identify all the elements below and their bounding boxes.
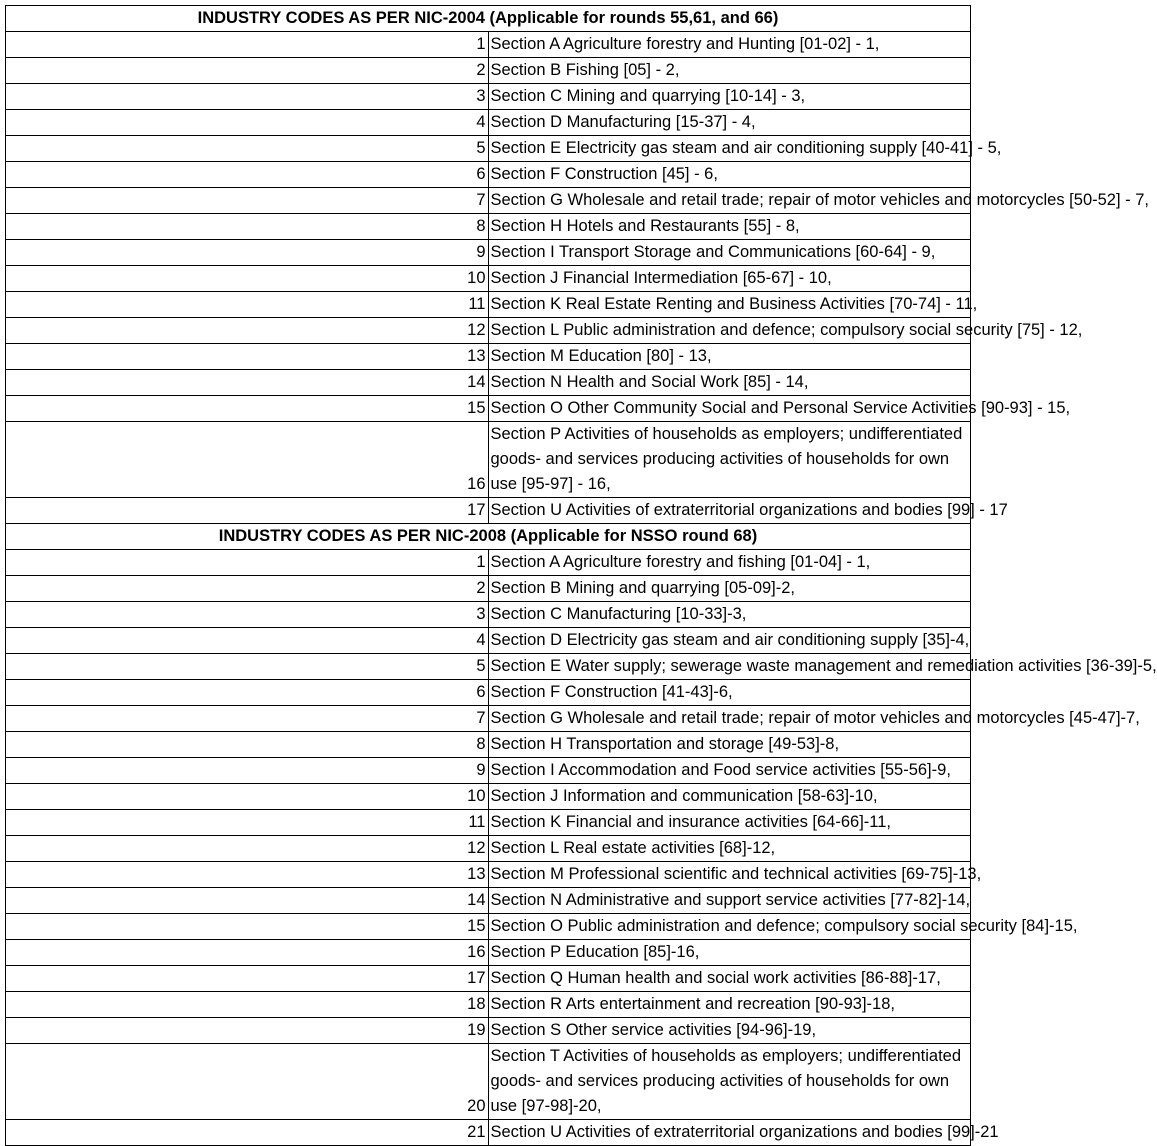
row-number: 6 [6,680,489,706]
row-description: Section T Activities of households as employers; undifferentiated goods- and services producing activities of households for own use [97-98]-20, [488,1044,971,1120]
row-number: 8 [6,732,489,758]
row-description: Section P Education [85]-16, [488,940,971,966]
table-row [6,58,971,84]
row-number: 13 [6,344,489,370]
row-description: Section D Manufacturing [15-37] - 4, [488,110,971,136]
row-description: Section F Construction [41-43]-6, [488,680,971,706]
row-description: Section K Financial and insurance activities [64-66]-11, [488,810,971,836]
row-description: Section H Hotels and Restaurants [55] - 8, [488,214,971,240]
table-row [6,396,971,422]
table-row [6,136,971,162]
row-description: Section U Activities of extraterritorial organizations and bodies [99]-21 [488,1120,971,1146]
row-description: Section L Public administration and defence; compulsory social security [75] - 12, [488,318,971,344]
row-number: 10 [6,266,489,292]
table-row [6,110,971,136]
table-row [6,914,971,940]
row-description: Section H Transportation and storage [49-53]-8, [488,732,971,758]
row-description: Section N Health and Social Work [85] - 14, [488,370,971,396]
row-number: 14 [6,370,489,396]
row-number: 17 [6,966,489,992]
row-number: 4 [6,628,489,654]
row-number: 9 [6,240,489,266]
table-row [6,654,971,680]
row-number: 10 [6,784,489,810]
table-row [6,422,971,498]
row-description: Section F Construction [45] - 6, [488,162,971,188]
row-number: 7 [6,706,489,732]
row-description: Section G Wholesale and retail trade; repair of motor vehicles and motorcycles [50-52] - 7, [488,188,971,214]
row-number: 6 [6,162,489,188]
row-number: 1 [6,32,489,58]
table-row [6,344,971,370]
row-description: Section Q Human health and social work activities [86-88]-17, [488,966,971,992]
row-description: Section P Activities of households as employers; undifferentiated goods- and services producing activities of households for own use [95-97] - 16, [488,422,971,498]
table-row [6,628,971,654]
row-number: 20 [6,1044,489,1120]
table-row [6,966,971,992]
row-number: 2 [6,576,489,602]
table-row [6,706,971,732]
section-heading-row [6,6,971,32]
row-number: 16 [6,422,489,498]
table-row [6,1044,971,1120]
table-row [6,84,971,110]
row-number: 17 [6,498,489,524]
row-description: Section N Administrative and support service activities [77-82]-14, [488,888,971,914]
table-row [6,240,971,266]
row-number: 11 [6,292,489,318]
table-row [6,1120,971,1146]
row-description: Section B Mining and quarrying [05-09]-2, [488,576,971,602]
row-description: Section A Agriculture forestry and fishing [01-04] - 1, [488,550,971,576]
row-number: 14 [6,888,489,914]
table-row [6,888,971,914]
row-description: Section O Public administration and defence; compulsory social security [84]-15, [488,914,971,940]
row-description: Section J Information and communication [58-63]-10, [488,784,971,810]
row-number: 19 [6,1018,489,1044]
row-description: Section M Education [80] - 13, [488,344,971,370]
row-description: Section I Transport Storage and Communications [60-64] - 9, [488,240,971,266]
row-number: 16 [6,940,489,966]
row-number: 7 [6,188,489,214]
table-row [6,758,971,784]
row-description: Section G Wholesale and retail trade; repair of motor vehicles and motorcycles [45-47]-7, [488,706,971,732]
industry-codes-body [6,6,1157,1146]
table-row [6,214,971,240]
row-description: Section J Financial Intermediation [65-67] - 10, [488,266,971,292]
table-row [6,188,971,214]
row-description: Section C Mining and quarrying [10-14] - 3, [488,84,971,110]
table-row [6,576,971,602]
table-row [6,992,971,1018]
table-row [6,1018,971,1044]
row-number: 4 [6,110,489,136]
row-description: Section E Electricity gas steam and air conditioning supply [40-41] - 5, [488,136,971,162]
table-row [6,498,971,524]
row-description: Section R Arts entertainment and recreation [90-93]-18, [488,992,971,1018]
table-row [6,318,971,344]
row-number: 3 [6,84,489,110]
industry-codes-table [5,5,1157,1146]
row-description: Section L Real estate activities [68]-12, [488,836,971,862]
row-number: 21 [6,1120,489,1146]
section-heading-row [6,524,971,550]
row-description: Section M Professional scientific and technical activities [69-75]-13, [488,862,971,888]
section-heading: INDUSTRY CODES AS PER NIC-2004 (Applicable for rounds 55,61, and 66) [6,6,971,32]
row-number: 9 [6,758,489,784]
row-description: Section C Manufacturing [10-33]-3, [488,602,971,628]
table-row [6,266,971,292]
row-number: 15 [6,396,489,422]
table-row [6,32,971,58]
row-number: 11 [6,810,489,836]
row-description: Section B Fishing [05] - 2, [488,58,971,84]
row-number: 3 [6,602,489,628]
row-description: Section D Electricity gas steam and air conditioning supply [35]-4, [488,628,971,654]
section-heading: INDUSTRY CODES AS PER NIC-2008 (Applicable for NSSO round 68) [6,524,971,550]
row-number: 13 [6,862,489,888]
table-row [6,162,971,188]
table-row [6,680,971,706]
table-row [6,862,971,888]
row-number: 8 [6,214,489,240]
table-row [6,550,971,576]
row-description: Section A Agriculture forestry and Hunting [01-02] - 1, [488,32,971,58]
row-description: Section O Other Community Social and Personal Service Activities [90-93] - 15, [488,396,971,422]
table-row [6,292,971,318]
table-row [6,370,971,396]
row-description: Section S Other service activities [94-96]-19, [488,1018,971,1044]
table-row [6,602,971,628]
table-row [6,940,971,966]
table-row [6,784,971,810]
row-number: 2 [6,58,489,84]
row-description: Section U Activities of extraterritorial organizations and bodies [99] - 17 [488,498,971,524]
row-number: 1 [6,550,489,576]
row-number: 5 [6,654,489,680]
row-description: Section E Water supply; sewerage waste management and remediation activities [36-39]-5, [488,654,971,680]
row-number: 15 [6,914,489,940]
row-number: 18 [6,992,489,1018]
table-row [6,810,971,836]
row-description: Section K Real Estate Renting and Business Activities [70-74] - 11, [488,292,971,318]
row-description: Section I Accommodation and Food service activities [55-56]-9, [488,758,971,784]
table-row [6,836,971,862]
row-number: 12 [6,318,489,344]
row-number: 12 [6,836,489,862]
table-row [6,732,971,758]
row-number: 5 [6,136,489,162]
